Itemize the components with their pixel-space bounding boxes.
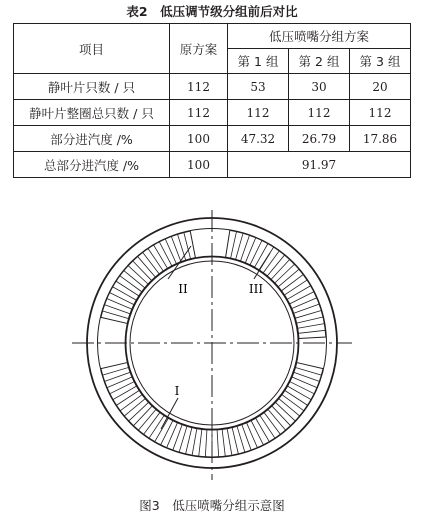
nozzle-vane [133, 261, 152, 280]
nozzle-vane [154, 245, 168, 268]
cell-group-2: 112 [289, 100, 350, 126]
nozzle-vane [247, 423, 258, 448]
table-row [14, 100, 411, 126]
nozzle-vane [116, 390, 139, 405]
nozzle-vane [113, 287, 136, 300]
leader-lines [161, 246, 270, 429]
cell-group-2: 26.79 [289, 126, 350, 152]
nozzle-vane [282, 395, 304, 411]
nozzle-vane [107, 299, 132, 310]
nozzle-vane [222, 429, 225, 456]
nozzle-vane [251, 421, 263, 445]
nozzle-vane [268, 409, 285, 430]
nozzle-vane [159, 242, 171, 266]
nozzle-vane [116, 281, 139, 296]
nozzle-vane [267, 255, 284, 276]
nozzle-vane [272, 406, 291, 426]
nozzle-vane [298, 324, 325, 329]
nozzle-vane [110, 293, 134, 305]
nozzle-vane [278, 269, 299, 286]
nozzle-vane [128, 266, 148, 284]
header-group-scheme: 低压喷嘴分组方案 [228, 24, 411, 49]
nozzle-vane [275, 264, 295, 283]
row-label: 静叶片整圈总只数 / 只 [14, 100, 170, 126]
nozzle-vane [217, 430, 219, 457]
cell-group-1: 112 [228, 100, 289, 126]
nozzle-vane [236, 233, 243, 259]
label-group-2: II [178, 282, 188, 296]
nozzle-vane [110, 382, 134, 394]
nozzle-vane [231, 232, 237, 258]
nozzle-vane [113, 386, 136, 399]
cell-merged-total: 91.97 [228, 152, 411, 178]
nozzle-vane [155, 418, 169, 441]
nozzle-vane [138, 257, 156, 277]
row-label: 部分进汽度 /% [14, 126, 170, 152]
nozzle-vane [290, 382, 314, 394]
table-row [14, 126, 411, 152]
cell-original: 112 [170, 100, 228, 126]
nozzle-vane [167, 423, 178, 448]
nozzle-vane [148, 249, 163, 271]
nozzle-vane [255, 244, 268, 268]
nozzle-vane [124, 399, 145, 416]
nozzle-vane [143, 252, 159, 273]
cell-original: 100 [170, 152, 228, 178]
nozzle-vane [292, 377, 317, 388]
nozzle-vane [165, 239, 176, 264]
nozzle-vane [124, 271, 145, 288]
nozzle-vane [133, 406, 152, 426]
nozzle-vane [282, 275, 304, 291]
nozzle-vane [205, 430, 207, 457]
table-row [14, 74, 411, 100]
nozzle-vane [227, 429, 232, 456]
nozzle-vane [279, 399, 300, 416]
nozzle-vane [256, 418, 270, 441]
nozzle-vane [264, 413, 280, 435]
nozzle-vane [260, 416, 275, 439]
nozzle-vane [271, 260, 289, 280]
cell-group-1: 53 [228, 74, 289, 100]
header-group-3: 第 3 组 [350, 49, 411, 74]
nozzle-vane [161, 421, 173, 445]
cell-group-3: 20 [350, 74, 411, 100]
header-group-1: 第 1 组 [228, 49, 289, 74]
nozzle-vane [129, 402, 149, 420]
nozzle-vane [285, 390, 308, 405]
header-item: 项目 [14, 24, 170, 74]
comparison-table [13, 23, 411, 178]
nozzle-vane [292, 298, 317, 309]
nozzle-group-diagram [0, 190, 424, 490]
nozzle-vane [107, 377, 132, 388]
nozzle-vane [287, 286, 310, 300]
cell-group-1: 47.32 [228, 126, 289, 152]
row-label: 总部分进汽度 /% [14, 152, 170, 178]
nozzle-vane [297, 317, 323, 323]
row-label: 静叶片只数 / 只 [14, 74, 170, 100]
nozzle-vane [298, 330, 325, 333]
nozzle-vane [186, 428, 192, 454]
label-group-1: I [174, 384, 180, 398]
nozzle-vane [120, 395, 142, 411]
nozzle-vane [232, 428, 238, 454]
nozzle-vane [263, 251, 279, 273]
cell-group-3: 112 [350, 100, 411, 126]
table-row-total [14, 152, 411, 178]
cell-original: 112 [170, 74, 228, 100]
header-group-2: 第 2 组 [289, 49, 350, 74]
cell-group-3: 17.86 [350, 126, 411, 152]
nozzle-vane [250, 240, 262, 264]
nozzle-vane [288, 386, 311, 399]
nozzle-vane [275, 402, 295, 420]
cell-original: 100 [170, 126, 228, 152]
nozzle-vane [144, 413, 160, 435]
nozzle-vanes [103, 232, 326, 457]
nozzle-vane [285, 280, 308, 295]
cell-group-2: 30 [289, 74, 350, 100]
header-original: 原方案 [170, 24, 228, 74]
nozzle-vane [138, 409, 155, 430]
table-caption: 表2 低压调节级分组前后对比 [126, 4, 298, 19]
nozzle-vane [290, 292, 314, 304]
nozzle-vane [199, 429, 202, 456]
figure-caption: 图3 低压喷嘴分组示意图 [139, 498, 285, 513]
nozzle-vane [192, 429, 197, 456]
nozzle-segment-bands [101, 230, 326, 457]
label-group-3: III [248, 282, 264, 296]
nozzle-vane [120, 276, 142, 292]
